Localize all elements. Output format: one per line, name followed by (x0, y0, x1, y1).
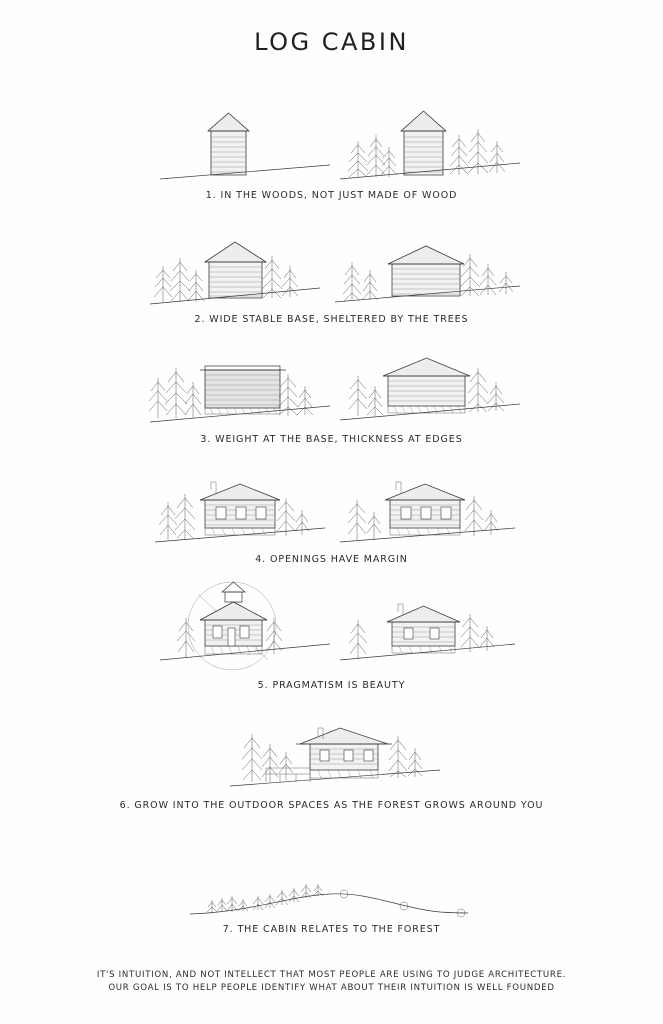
step-5-caption: 5. PRAGMATISM IS BEAUTY (257, 680, 406, 691)
step-1-illustration (0, 95, 663, 185)
step-6-caption: 6. GROW INTO THE OUTDOOR SPACES AS THE FOREST GROWS AROUND YOU (119, 800, 544, 811)
step-1-caption: 1. IN THE WOODS, NOT JUST MADE OF WOOD (205, 190, 458, 201)
step-3-caption: 3. WEIGHT AT THE BASE, THICKNESS AT EDGES (200, 434, 463, 445)
step-4-illustration (0, 466, 663, 552)
footer-line-2: OUR GOAL IS TO HELP PEOPLE IDENTIFY WHAT ABOUT THEIR INTUITION IS WELL FOUNDED (108, 983, 555, 993)
step-5-illustration (0, 578, 663, 674)
step-2-illustration (0, 222, 663, 310)
step-7-caption: 7. THE CABIN RELATES TO THE FOREST (222, 924, 441, 935)
footer-line-1: IT'S INTUITION, AND NOT INTELLECT THAT MOST PEOPLE ARE USING TO JUDGE ARCHITECTURE. (96, 970, 567, 980)
step-3-illustration (0, 338, 663, 430)
page-title: LOG CABIN (254, 28, 409, 56)
step-2-caption: 2. WIDE STABLE BASE, SHELTERED BY THE TREES (194, 314, 469, 325)
step-6-illustration (0, 702, 663, 794)
step-7-illustration (0, 872, 663, 922)
step-4-caption: 4. OPENINGS HAVE MARGIN (255, 554, 408, 565)
